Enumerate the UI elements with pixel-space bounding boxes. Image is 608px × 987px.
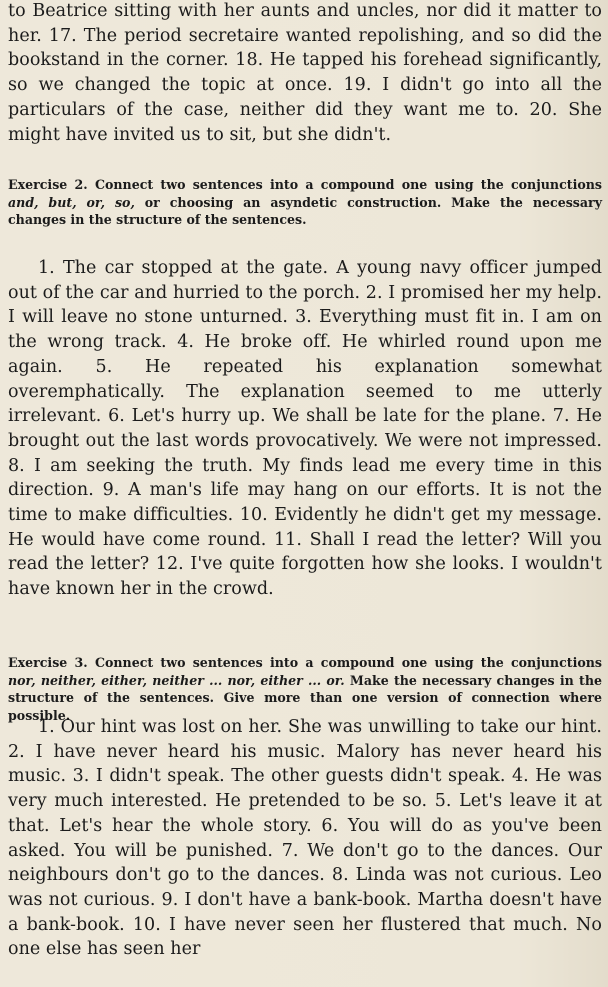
exercise-3-heading <box>8 654 602 724</box>
exercise-3-instruction-a: Connect two sentences into a compound one using the conjunctions <box>94 655 602 670</box>
exercise-2-instruction-b: or choosing an asyndetic construction. Make the necessary changes in the structure of the sentences. <box>8 194 603 228</box>
exercise-2-heading <box>8 176 602 229</box>
exercise-2-text: 1. The car stopped at the gate. A young navy officer jumped out of the car and hurried to the porch. 2. I promised her my help. I will leave no stone unturned. 3. Everything must fit in. I am on the wrong track. 4. He broke off. He whirled round upon me again. 5. He repeated his explanation somewhat overemphatically. The explanation seemed to me utterly irrelevant. 6. Let's hurry up. We shall be late for the plane. 7. He brought out the last words provocatively. We were not impressed. 8. I am seeking the truth. My finds lead me every time in this direction. 9. A man's life may hang on our efforts. It is not the time to make difficulties. 10. Evidently he didn't get my message. He would have come round. 11. Shall I read the letter? Will you read the letter? 12. I've quite forgotten how she looks. I wouldn't have known her in the crowd. <box>8 258 602 600</box>
intro-paragraph: to Beatrice sitting with her aunts and uncles, nor did it matter to her. 17. The period secretaire wanted repolishing, and so did the bookstand in the corner. 18. He tapped his forehead significantly, so we changed the topic at once. 19. I didn't go into all the particulars of the case, neither did they want me to. 20. She might have invited us to sit, but she didn't. <box>8 1 602 145</box>
exercise-2-conjunctions: and, but, or, so, <box>8 194 135 210</box>
exercise-3-text: 1. Our hint was lost on her. She was unwilling to take our hint. 2. I have never heard his music. Malory has never heard his music. 3. I didn't speak. The other guests didn't speak. 4. He was very much interested. He pretended to be so. 5. Let's leave it at that. Let's hear the whole story. 6. You will do as you've been asked. You will be punished. 7. We don't go to the dances. Our neighbours don't go to the dances. 8. Linda was not curious. Leo was not curious. 9. I don't have a bank-book. Martha doesn't have a bank-book. 10. I have never seen her flustered that much. No one else has seen her <box>8 717 602 960</box>
exercise-2-label: Exercise 2. <box>8 177 88 192</box>
exercise-3-conjunctions: nor, neither, either, neither ... nor, either ... or. <box>8 672 345 688</box>
exercise-3-label: Exercise 3. <box>8 655 88 670</box>
exercise-2-instruction-a: Connect two sentences into a compound one using the conjunctions <box>94 177 602 192</box>
exercise-3-instruction-b: Make the necessary changes in the structure of the sentences. Give more than one version of connection where possible. <box>8 672 602 723</box>
